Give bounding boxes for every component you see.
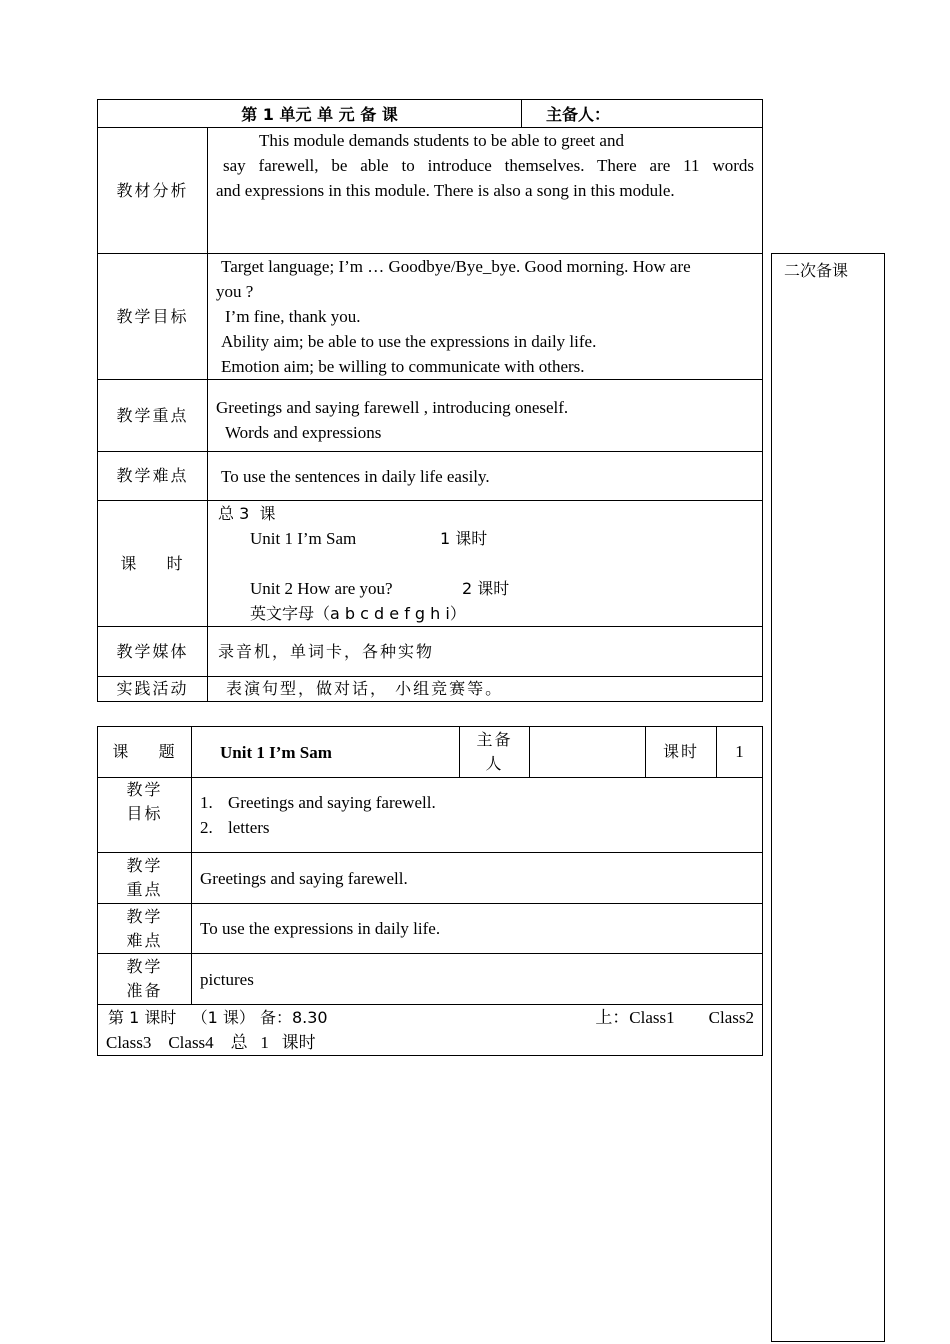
- unit-2-name: Unit 2 How are you?: [250, 579, 393, 598]
- lesson-goals: [192, 778, 763, 853]
- row-label-media: 教学媒体: [98, 627, 208, 677]
- lesson-preparer-value: [530, 727, 646, 778]
- unit-1-hours: 1 课时: [440, 529, 488, 548]
- lesson-goals-label: 教学目标: [98, 778, 192, 853]
- footer-right: 上：Class1 Class2: [595, 1008, 754, 1027]
- practice-activities: [208, 677, 763, 702]
- text-line: Emotion aim; be willing to communicate with others.: [221, 357, 585, 376]
- row-label-goals: 教学目标: [98, 254, 208, 380]
- hours-label: 课时: [646, 727, 717, 778]
- text-line: and expressions in this module. There is also a song in this module.: [216, 181, 675, 200]
- text-line: say farewell, be able to introduce themselves. There are 11 words: [223, 156, 754, 175]
- lesson-focus: Greetings and saying farewell.: [192, 853, 763, 904]
- teaching-media: [208, 627, 763, 677]
- goal-number: 1.: [200, 793, 213, 812]
- text-line: Ability aim; be able to use the expressions in daily life.: [221, 332, 597, 351]
- text-line: To use the sentences in daily life easily.: [221, 466, 490, 486]
- text-line: 总 3 课: [218, 504, 276, 523]
- text-line: you ?: [216, 282, 254, 301]
- topic-text: Unit 1 I’m Sam: [220, 742, 332, 762]
- hours-value: 1: [717, 727, 763, 778]
- lesson-plan-table: [97, 726, 763, 1056]
- goal-item: [200, 790, 754, 815]
- row-label-periods: 课 时: [98, 501, 208, 627]
- text-line: I’m fine, thank you.: [225, 307, 361, 326]
- goal-item: [200, 815, 754, 840]
- text-line: Target language; I’m … Goodbye/Bye_bye. Good morning. How are: [221, 257, 691, 276]
- lesson-difficulty: To use the expressions in daily life.: [192, 904, 763, 954]
- lesson-prep-label: 教学准备: [98, 954, 192, 1005]
- text-line: This module demands students to be able to greet and: [259, 131, 624, 150]
- side-note-label: 二次备课: [784, 261, 849, 280]
- unit-title-cell: [98, 100, 522, 128]
- text-line: 英文字母（a b c d e f g h i）: [250, 604, 466, 623]
- row-label-practice: 实践活动: [98, 677, 208, 702]
- unit-2-hours: 2 课时: [462, 579, 510, 598]
- teaching-difficulty: [208, 452, 763, 501]
- unit-title: 第 1 单元 单 元 备 课: [241, 105, 398, 124]
- lesson-focus-label: 教学重点: [98, 853, 192, 904]
- row-label-material: 教材分析: [98, 128, 208, 254]
- row-label-focus: 教学重点: [98, 380, 208, 452]
- footer-left: 第 1 课时 （1 课） 备：8.30: [108, 1008, 328, 1027]
- preparer-label: 主备人：: [546, 105, 611, 124]
- lesson-prep: pictures: [192, 954, 763, 1005]
- lesson-preparer-label: 主备人: [460, 727, 530, 778]
- second-preparation-box: [771, 253, 885, 1342]
- text-line: 录音机，单词卡，各种实物: [218, 642, 435, 661]
- teaching-focus: [208, 380, 763, 452]
- goal-text: Greetings and saying farewell.: [228, 793, 436, 812]
- text-line: Words and expressions: [225, 422, 382, 442]
- row-label-difficulty: 教学难点: [98, 452, 208, 501]
- text-line: 表演句型，做对话， 小组竞赛等。: [226, 679, 504, 698]
- goal-number: 2.: [200, 818, 213, 837]
- lesson-footer: [98, 1005, 763, 1056]
- lesson-difficulty-label: 教学难点: [98, 904, 192, 954]
- footer-line-1: [108, 1005, 754, 1030]
- preparer-cell: [522, 100, 763, 128]
- text-line: [216, 526, 754, 551]
- goal-text: letters: [228, 818, 270, 837]
- unit-1-name: Unit 1 I’m Sam: [250, 529, 357, 548]
- topic-value: [192, 727, 460, 778]
- topic-label: 课 题: [98, 727, 192, 778]
- class-periods: [208, 501, 763, 627]
- unit-plan-table: [97, 99, 763, 702]
- footer-line-2: Class3 Class4 总 1 课时: [106, 1033, 316, 1052]
- text-line: [216, 576, 754, 601]
- text-line: Greetings and saying farewell , introducing oneself.: [216, 397, 569, 417]
- material-analysis: [208, 128, 763, 254]
- teaching-goals: [208, 254, 763, 380]
